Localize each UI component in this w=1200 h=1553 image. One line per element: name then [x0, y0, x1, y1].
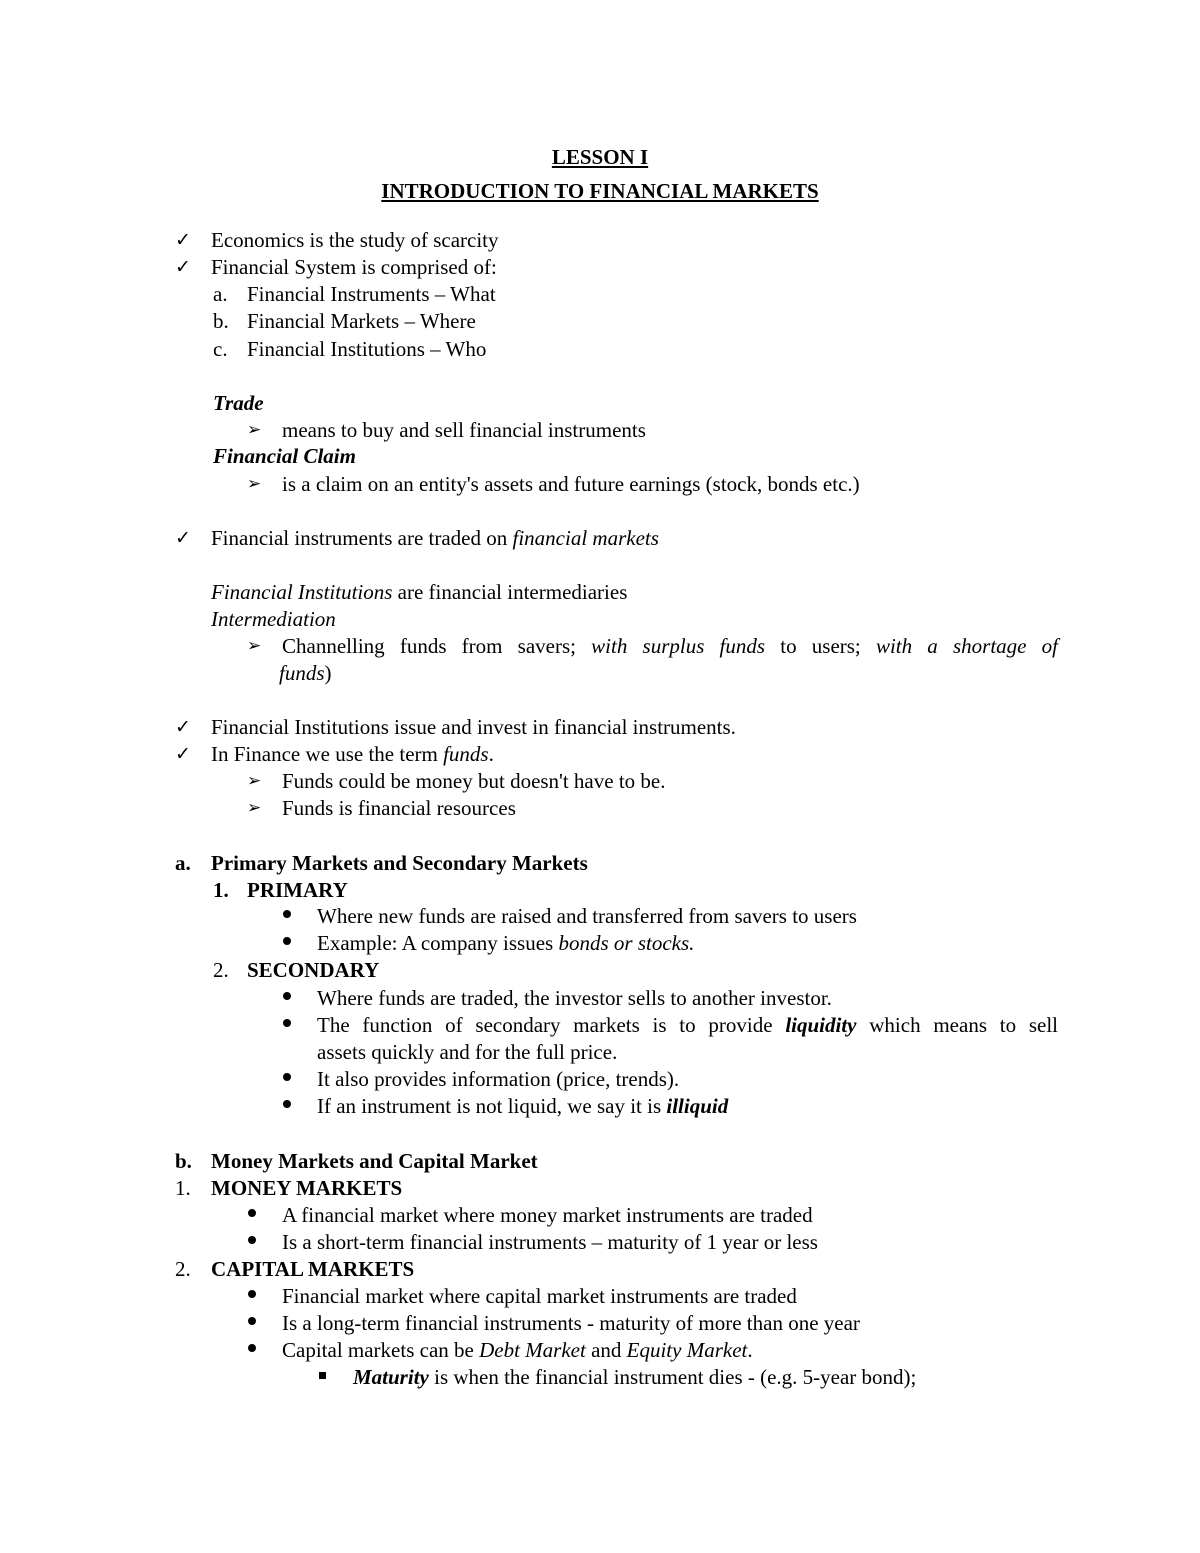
list-item: Funds is financial resources	[282, 796, 516, 820]
bullet-icon	[248, 1317, 256, 1325]
list-item: Financial Markets – Where	[247, 309, 476, 333]
text: are financial intermediaries	[392, 580, 628, 604]
text: Financial instruments are traded on	[211, 526, 513, 550]
text: .	[747, 1338, 753, 1362]
list-item	[317, 1012, 1058, 1039]
emphasis: Debt Market	[479, 1338, 586, 1362]
bullet-icon	[248, 1344, 256, 1352]
paragraph	[211, 579, 627, 606]
text: Example: A company issues	[317, 931, 559, 955]
check-item: Financial System is comprised of:	[211, 255, 497, 279]
emphasis: with a shortage of	[875, 634, 1059, 658]
list-item: Financial Institutions – Who	[247, 337, 487, 361]
list-item: It also provides information (price, trends).	[317, 1067, 680, 1091]
emphasis: Equity Market	[626, 1338, 748, 1362]
list-item-cont: assets quickly and for the full price.	[317, 1040, 618, 1064]
check-item	[211, 525, 659, 552]
key-term: Maturity	[353, 1365, 429, 1389]
emphasis: funds	[279, 661, 325, 685]
bullet-icon	[283, 1019, 291, 1027]
text: )	[324, 661, 332, 685]
subsection-number: 1.	[175, 1176, 191, 1200]
subsection-title: PRIMARY	[247, 878, 348, 902]
checkmark-icon: ✓	[175, 716, 191, 738]
square-bullet-icon	[319, 1372, 326, 1379]
emphasis: Financial Institutions	[211, 580, 393, 604]
list-item: Where funds are traded, the investor sells to another investor.	[317, 986, 832, 1010]
check-item	[211, 741, 494, 768]
list-item: A financial market where money market instruments are traded	[282, 1203, 813, 1227]
list-item: Where new funds are raised and transferred from savers to users	[317, 904, 857, 928]
bullet-icon	[283, 1100, 291, 1108]
text: The function of secondary markets is to provide	[317, 1013, 786, 1037]
text: Channelling funds from savers;	[282, 634, 592, 658]
definition	[282, 633, 1058, 660]
list-marker: c.	[213, 337, 228, 361]
checkmark-icon: ✓	[175, 743, 191, 765]
checkmark-icon: ✓	[175, 527, 191, 549]
bullet-icon	[248, 1209, 256, 1217]
definition: is a claim on an entity's assets and future earnings (stock, bonds etc.)	[282, 472, 860, 496]
section-title: Primary Markets and Secondary Markets	[211, 851, 588, 875]
list-item	[282, 1337, 753, 1364]
list-marker: a.	[213, 282, 228, 306]
text: and	[585, 1338, 627, 1362]
section-marker: b.	[175, 1149, 192, 1173]
list-item	[353, 1364, 916, 1391]
bullet-icon	[283, 1073, 291, 1081]
check-item: Economics is the study of scarcity	[211, 228, 499, 252]
bullet-icon	[283, 992, 291, 1000]
subsection-number: 2.	[213, 958, 229, 982]
checkmark-icon: ✓	[175, 256, 191, 278]
list-item	[317, 930, 694, 957]
definition-cont	[279, 660, 332, 687]
section-title: Money Markets and Capital Market	[211, 1149, 538, 1173]
subsection-title: CAPITAL MARKETS	[211, 1257, 415, 1281]
text: If an instrument is not liquid, we say it is	[317, 1094, 667, 1118]
list-item: Is a long-term financial instruments - maturity of more than one year	[282, 1311, 860, 1335]
emphasis: funds	[443, 742, 489, 766]
text: Capital markets can be	[282, 1338, 480, 1362]
emphasis: financial markets	[512, 526, 659, 550]
page-title: INTRODUCTION TO FINANCIAL MARKETS	[381, 179, 819, 203]
text: is when the financial instrument dies - (e.g. 5-year bond);	[428, 1365, 917, 1389]
lesson-heading: LESSON I	[551, 145, 649, 169]
arrow-bullet-icon: ➢	[247, 636, 262, 656]
list-marker: b.	[213, 309, 229, 333]
list-item: Is a short-term financial instruments – maturity of 1 year or less	[282, 1230, 818, 1254]
text: In Finance we use the term	[211, 742, 444, 766]
subsection-number: 2.	[175, 1257, 191, 1281]
arrow-bullet-icon: ➢	[247, 798, 262, 818]
list-item: Financial Instruments – What	[247, 282, 496, 306]
list-item: Financial market where capital market instruments are traded	[282, 1284, 797, 1308]
arrow-bullet-icon: ➢	[247, 771, 262, 791]
bullet-icon	[248, 1236, 256, 1244]
subsection-title: SECONDARY	[247, 958, 380, 982]
list-item: Funds could be money but doesn't have to be.	[282, 769, 666, 793]
checkmark-icon: ✓	[175, 229, 191, 251]
text: which means to sell	[856, 1013, 1059, 1037]
check-item: Financial Institutions issue and invest in financial instruments.	[211, 715, 736, 739]
text: .	[488, 742, 494, 766]
bullet-icon	[248, 1290, 256, 1298]
emphasis: bonds or stocks.	[558, 931, 695, 955]
arrow-bullet-icon: ➢	[247, 420, 262, 440]
key-term: liquidity	[785, 1013, 857, 1037]
definition: means to buy and sell financial instruments	[282, 418, 646, 442]
term-intermediation: Intermediation	[211, 607, 336, 631]
text: to users;	[765, 634, 876, 658]
key-term: illiquid	[666, 1094, 729, 1118]
subsection-number: 1.	[213, 878, 229, 902]
arrow-bullet-icon: ➢	[247, 474, 262, 494]
emphasis: with surplus funds	[591, 634, 766, 658]
section-marker: a.	[175, 851, 191, 875]
term-trade: Trade	[213, 391, 264, 415]
bullet-icon	[283, 937, 291, 945]
term-financial-claim: Financial Claim	[213, 444, 356, 468]
list-item	[317, 1093, 728, 1120]
bullet-icon	[283, 910, 291, 918]
subsection-title: MONEY MARKETS	[211, 1176, 403, 1200]
